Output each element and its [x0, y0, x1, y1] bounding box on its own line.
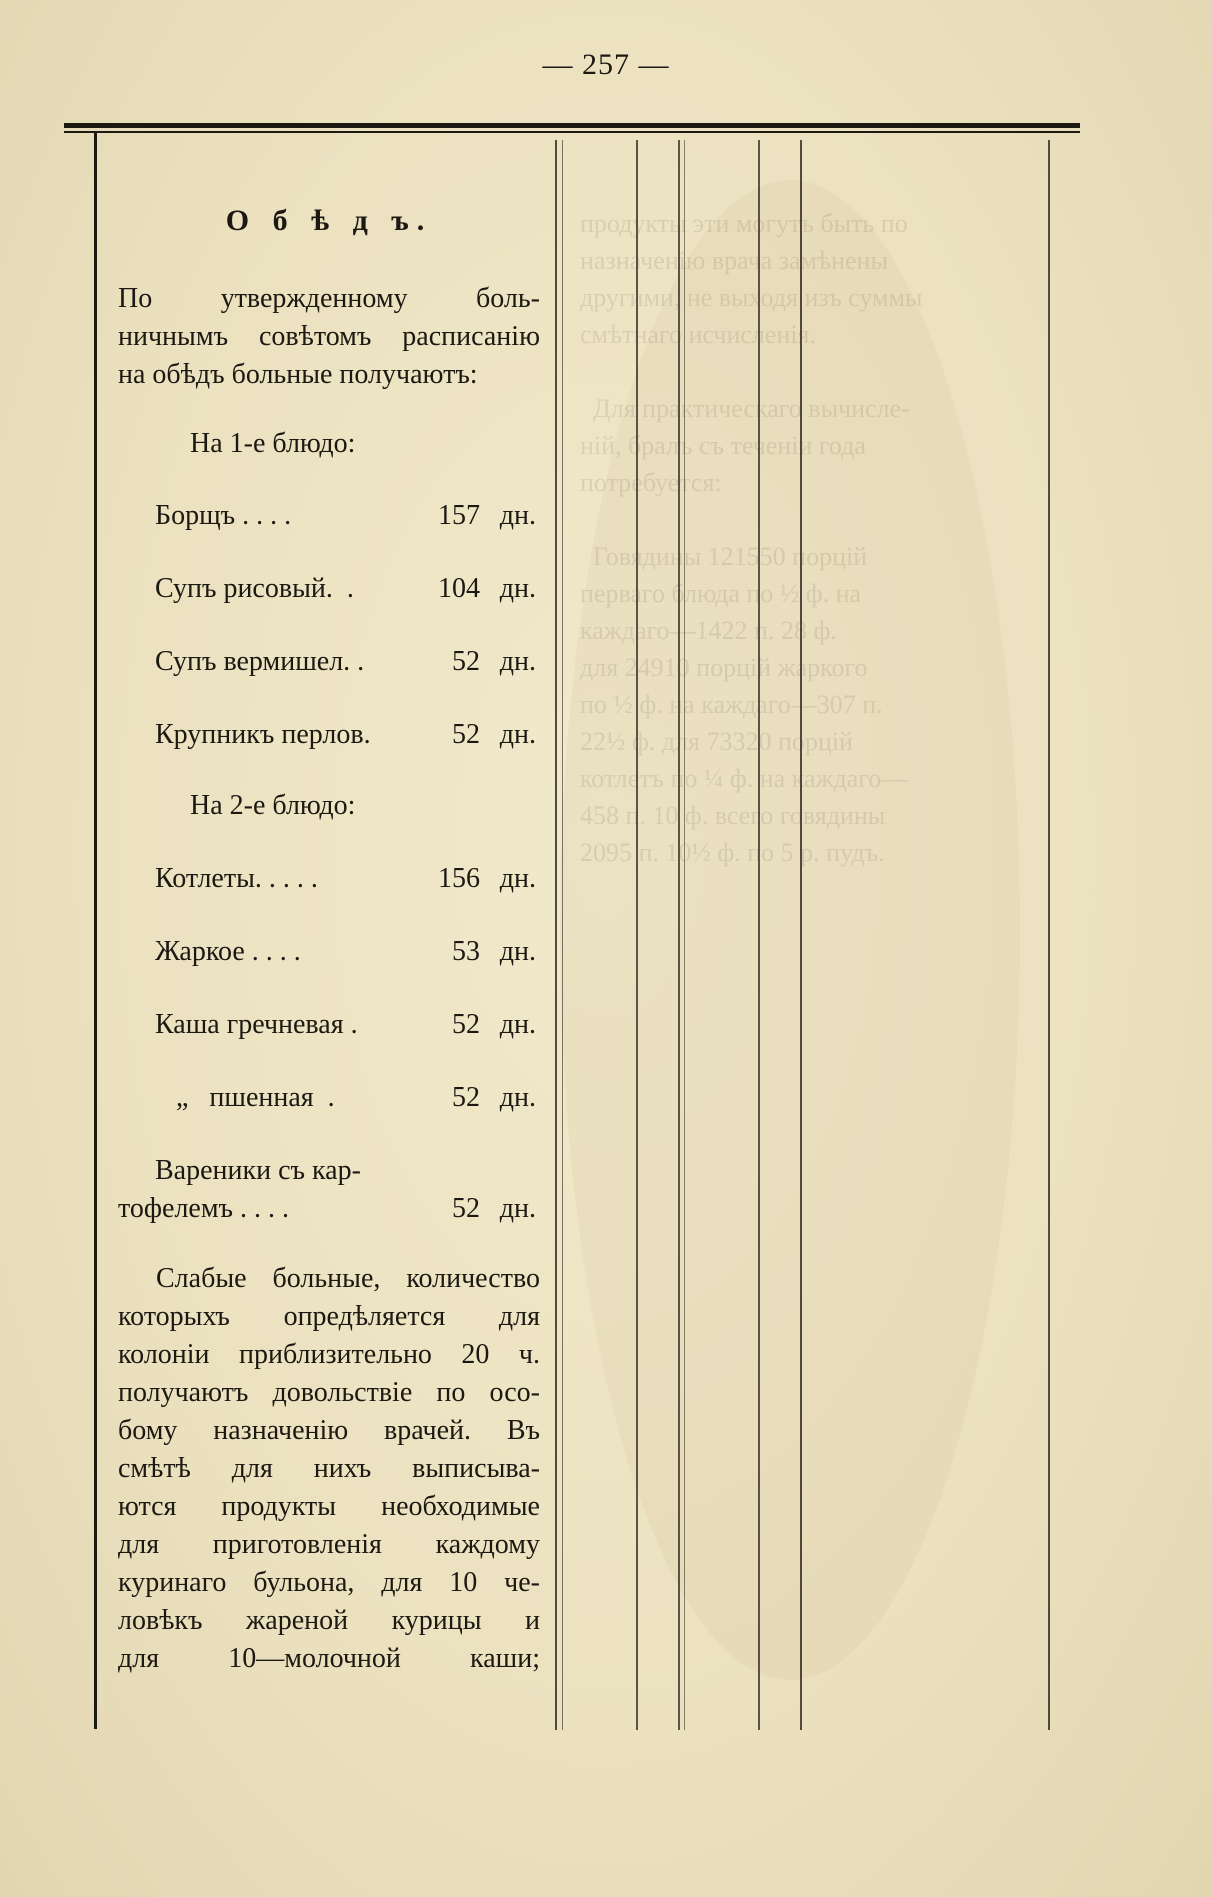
menu-item-days: 52	[452, 1082, 480, 1113]
menu-item-days: 52	[452, 1009, 480, 1040]
paragraph-line: колоніи приблизительно 20 ч.	[118, 1339, 540, 1370]
menu-item	[155, 643, 540, 681]
menu-item	[155, 1006, 540, 1044]
menu-item-name: Каша гречневая .	[155, 1009, 358, 1040]
paragraph-line: которыхъ опредѣляется для	[118, 1301, 540, 1332]
menu-item-days: 53	[452, 936, 480, 967]
menu-item-name: Борщъ . . . .	[155, 500, 292, 531]
paragraph-line: ловѣкъ жареной курицы и	[118, 1605, 540, 1636]
menu-item-name: Жаркое . . . .	[155, 936, 301, 967]
menu-item	[155, 1079, 540, 1117]
menu-item	[155, 570, 540, 608]
bleed-through-text: продукты эти могутъ быть по назначенію врача замѣнены другими, не выходя изъ суммы смѣтнаго исчисленія. Для практическаго вычисле- ній, бралъ съ теченіи года потребуется: Говядины 121550 порцій перваго блюда по ½ ф. на каждаго—1422 п. 28 ф. для 24910 порцій жаркого по ½ ф. на каждаго—307 п. 22½ ф. для 73320 порцій котлетъ по ¼ ф. на каждаго— 458 п. 10 ф. всего говядины 2095 п. 10½ ф. по 5 р. пудъ.	[580, 209, 923, 867]
column-line	[562, 140, 563, 1730]
weak-patients-paragraph	[118, 1260, 540, 1678]
menu-item-days: 157	[438, 500, 480, 531]
menu-item-unit: дн.	[499, 1009, 536, 1040]
page-number: — 257 —	[542, 48, 670, 81]
section-heading: О б ѣ д ъ.	[225, 204, 433, 237]
menu-item-name: Котлеты. . . . .	[155, 863, 318, 894]
menu-item-name: Супъ вермишел. .	[155, 646, 365, 677]
menu-item	[155, 716, 540, 754]
menu-item-unit: дн.	[499, 500, 536, 531]
menu-item-unit: дн.	[499, 646, 536, 677]
menu-item-days: 156	[438, 863, 480, 894]
intro-paragraph	[118, 280, 540, 394]
menu-item-name: „ пшенная .	[155, 1082, 335, 1113]
menu-item-name: тофелемъ . . . .	[118, 1193, 290, 1224]
paragraph-line: получаютъ довольствіе по осо-	[118, 1377, 540, 1408]
menu-item	[155, 860, 540, 898]
column-line	[555, 140, 557, 1730]
menu-item-unit: дн.	[499, 936, 536, 967]
menu-item-unit: дн.	[499, 1193, 536, 1224]
left-border-line	[94, 133, 97, 1729]
intro-line: ничнымъ совѣтомъ расписанію	[118, 321, 540, 352]
paragraph-line: для 10—молочной каши;	[118, 1643, 540, 1674]
menu-item-unit: дн.	[499, 573, 536, 604]
menu-item-name: Супъ рисовый. .	[155, 573, 354, 604]
intro-line: на обѣдъ больные получаютъ:	[118, 359, 478, 390]
menu-item-days: 52	[452, 1193, 480, 1224]
menu-item-unit: дн.	[499, 719, 536, 750]
menu-item-vareniki-line2	[118, 1190, 540, 1228]
menu-item-days: 52	[452, 646, 480, 677]
menu-item-unit: дн.	[499, 863, 536, 894]
right-border-line	[1048, 140, 1050, 1730]
menu-item-vareniki-line1	[155, 1152, 540, 1190]
paragraph-line: смѣтѣ для нихъ выписыва-	[118, 1453, 540, 1484]
menu-item-name: Крупникъ перлов.	[155, 719, 371, 750]
menu-item-name: Вареники съ кар-	[155, 1155, 361, 1186]
paragraph-line: для приготовленія каждому	[118, 1529, 540, 1560]
paragraph-line: куринаго бульона, для 10 че-	[118, 1567, 540, 1598]
first-course-title: На 1-е блюдо:	[190, 428, 356, 459]
top-rule-thin	[64, 131, 1080, 133]
menu-item	[155, 933, 540, 971]
menu-item	[155, 497, 540, 535]
menu-item-days: 104	[438, 573, 480, 604]
intro-line: По утвержденному боль-	[118, 283, 540, 314]
paragraph-line: бому назначенію врачей. Въ	[118, 1415, 540, 1446]
paragraph-line: Слабые больные, количество	[156, 1263, 540, 1294]
paragraph-line: ются продукты необходимые	[118, 1491, 540, 1522]
second-course-title: На 2-е блюдо:	[190, 790, 356, 821]
top-rule-thick	[64, 123, 1080, 128]
menu-item-days: 52	[452, 719, 480, 750]
menu-item-unit: дн.	[499, 1082, 536, 1113]
